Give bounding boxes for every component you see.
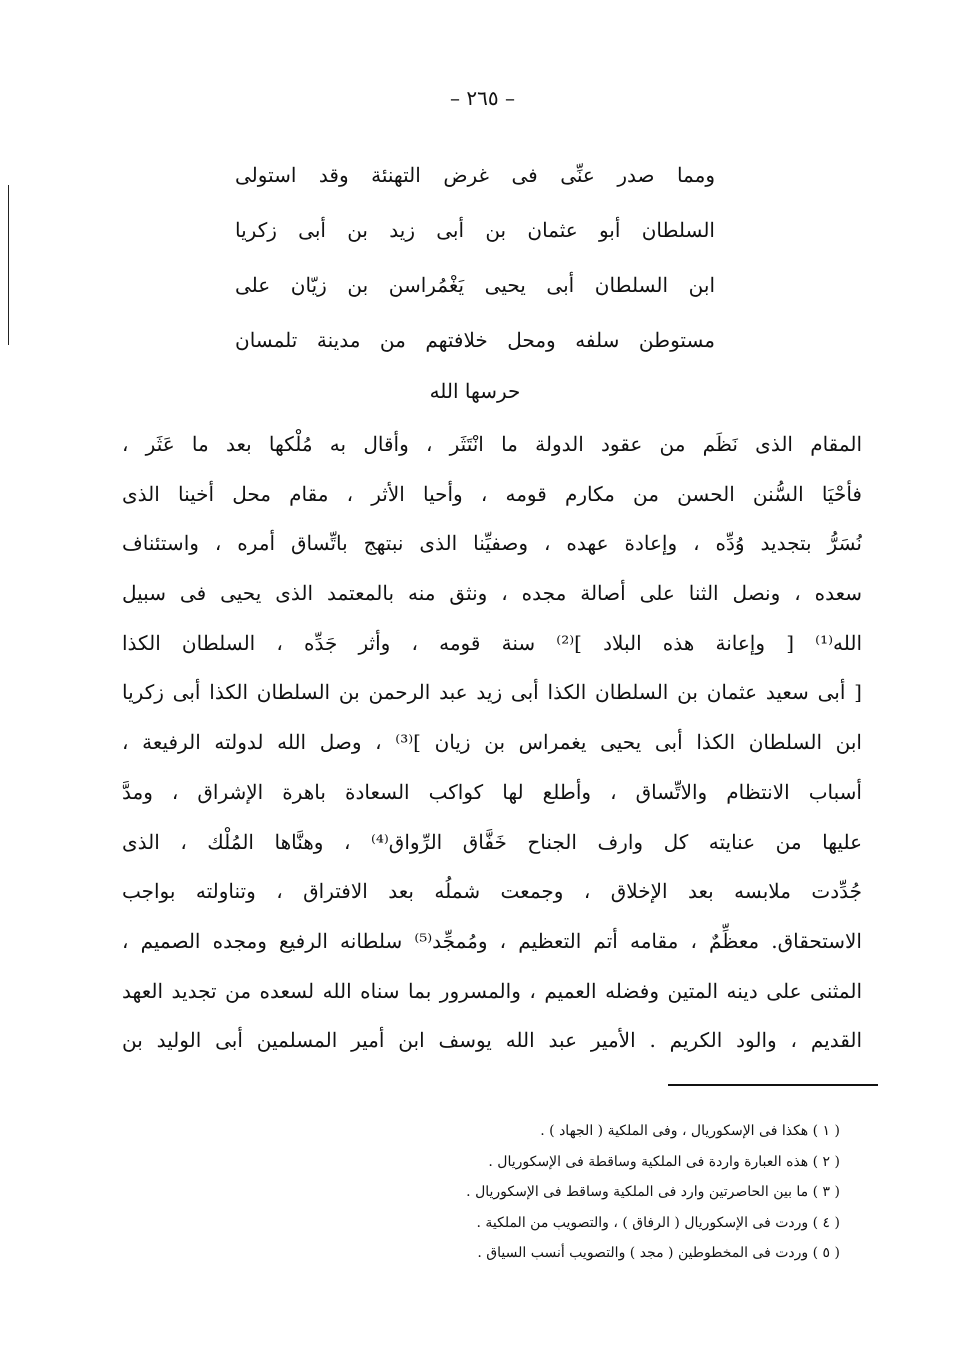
body-line: القديم ، والود الكريم . الأمير عبد الله يوسف ابن أمير المسلمين أبى الوليد بن xyxy=(122,1028,862,1053)
footnote: ( ١ ) هكذا فى الإسكوريال ، وفى الملكية ( الجهاد ) . xyxy=(540,1123,840,1139)
body-line: المقام الذى نَظَم من عقود الدولة ما انْتَثَر ، وأقال به مُلْكها بعد ما عَثَر ، xyxy=(122,432,862,456)
footnote: ( ٣ ) ما بين الحاصرتين وارد فى الملكية وساقط فى الإسكوريال . xyxy=(466,1184,840,1200)
body-line: ابن السلطان الكذا أبى يحيى يغمراس بن زيان ]⁽³⁾ ، وصل الله لدولته الرفيعة ، xyxy=(122,730,862,755)
body-line: سعده ، ونصل الثنا على أصالة مجده ، ونثق منه بالمعتمد الذى يحيى فى سبيل xyxy=(122,581,862,606)
body-line: نُسَرُّ بتجديد وُدِّه ، وإعادة عهده ، وصفيِّنا الذى نبتهج باتِّساق أمره ، واستئناف xyxy=(122,531,862,556)
page-number: – ٢٦٥ – xyxy=(450,86,515,110)
margin-line xyxy=(8,185,9,345)
section-heading xyxy=(235,148,715,414)
footnote-separator xyxy=(668,1084,878,1086)
body-line: المثنى على دينه المتين وفضله العميم ، والمسرور بما سناه الله لسعده من تجديد العهد xyxy=(122,978,862,1003)
heading-line: حرسها الله xyxy=(429,379,521,403)
body-paragraph xyxy=(122,420,862,1066)
body-line: [ أبى سعيد عثمان بن السلطان الكذا أبى زيد عبد الرحمن بن السلطان الكذا أبى زكريا xyxy=(122,680,862,705)
footnote: ( ٢ ) هذه العبارة واردة فى الملكية وساقطة فى الإسكوريال . xyxy=(488,1153,840,1170)
heading-line: مستوطن سلفه ومحل خلافتهم من مدينة تلمسان xyxy=(235,328,715,352)
heading-line: ومما صدر عنِّى فى غرض التهنئة وقد استولى xyxy=(235,163,715,187)
heading-line: السلطان أبو عثمان بن أبى زيد بن أبى زكريا xyxy=(235,218,715,242)
body-line: فأحْيَا السُّنن الحسن من مكارم قومه ، وأحيا الأثر ، مقام محل أخينا الذى xyxy=(122,481,862,506)
footnote: ( ٤ ) وردت فى الإسكوريال ( الرفاق ) ، والتصويب من الملكية . xyxy=(476,1214,840,1231)
body-line: الله⁽¹⁾ [ وإعانة هذه البلاد ]⁽²⁾ سنة قومه ، وأثر جَدِّه ، السلطان الكذا xyxy=(122,630,862,655)
body-line: جُدِّدت ملابسه بعد الإخلاق ، وجمعت شملُه بعد الافتراق ، وتناولته بواجب xyxy=(122,879,862,904)
body-line: أسباب الانتظام والاتِّساق ، وأطلع لها كواكب السعادة باهرة الإشراق ، ومدَّ xyxy=(122,779,862,804)
body-line: الاستحقاق. معظِّمٌ ، مقامه أتم التعظيم ، ومُمجِّد⁽⁵⁾ سلطانه الرفيع ومجده الصميم ، xyxy=(122,928,862,953)
heading-line: ابن السلطان أبى يحيى يَغْمُراسن بن زيّان على xyxy=(235,273,715,297)
footnote: ( ٥ ) وردت فى المخطوطين ( مجد ) والتصويب أنسب السياق . xyxy=(477,1245,840,1261)
body-line: عليها من عنايته كل وارف الجناح خَفَّاق الرِّواق⁽⁴⁾ ، وهنَّاها المُلْك ، الذى xyxy=(122,829,862,854)
footnotes xyxy=(320,1116,840,1269)
